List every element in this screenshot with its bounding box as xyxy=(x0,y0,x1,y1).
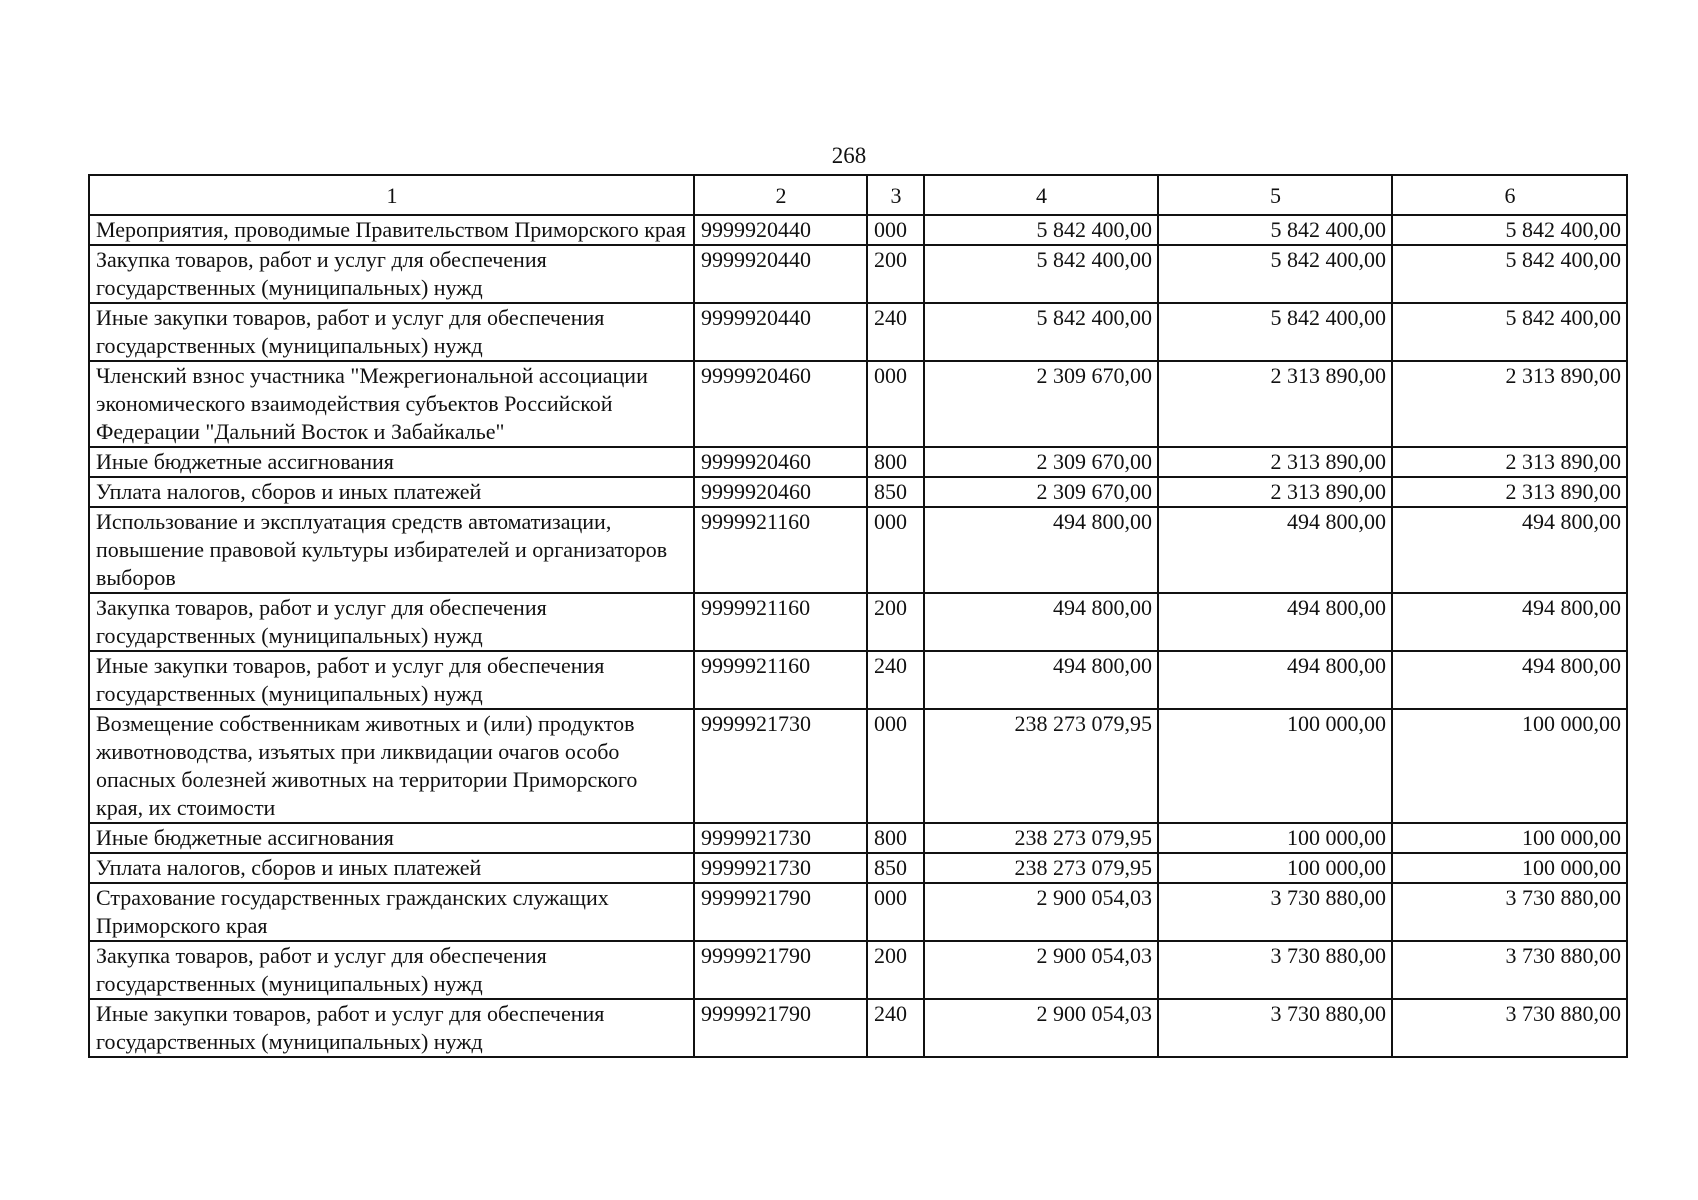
row-name: Закупка товаров, работ и услуг для обеспечения государственных (муниципальных) нужд xyxy=(89,245,694,303)
row-amount-4: 5 842 400,00 xyxy=(924,245,1158,303)
row-amount-4: 494 800,00 xyxy=(924,593,1158,651)
row-amount-5: 494 800,00 xyxy=(1158,651,1392,709)
column-header-2: 2 xyxy=(694,175,867,215)
row-type: 850 xyxy=(867,477,924,507)
row-name: Иные закупки товаров, работ и услуг для обеспечения государственных (муниципальных) нужд xyxy=(89,303,694,361)
table-row xyxy=(89,941,1627,999)
row-amount-5: 5 842 400,00 xyxy=(1158,215,1392,245)
row-amount-6: 494 800,00 xyxy=(1392,507,1627,593)
row-name: Членский взнос участника "Межрегиональной ассоциации экономического взаимодействия субъектов Российской Федерации "Дальний Восток и Забайкалье" xyxy=(89,361,694,447)
row-amount-4: 5 842 400,00 xyxy=(924,303,1158,361)
row-name: Уплата налогов, сборов и иных платежей xyxy=(89,477,694,507)
row-amount-5: 100 000,00 xyxy=(1158,853,1392,883)
row-type: 000 xyxy=(867,883,924,941)
table-row xyxy=(89,447,1627,477)
row-code: 9999920460 xyxy=(694,361,867,447)
row-amount-5: 2 313 890,00 xyxy=(1158,361,1392,447)
row-type: 200 xyxy=(867,593,924,651)
row-amount-5: 2 313 890,00 xyxy=(1158,447,1392,477)
table-row xyxy=(89,853,1627,883)
row-code: 9999920440 xyxy=(694,245,867,303)
row-amount-6: 3 730 880,00 xyxy=(1392,941,1627,999)
row-amount-4: 2 309 670,00 xyxy=(924,447,1158,477)
row-name: Закупка товаров, работ и услуг для обеспечения государственных (муниципальных) нужд xyxy=(89,941,694,999)
row-code: 9999921730 xyxy=(694,823,867,853)
column-header-4: 4 xyxy=(924,175,1158,215)
row-amount-5: 100 000,00 xyxy=(1158,709,1392,823)
table-row xyxy=(89,709,1627,823)
row-name: Иные бюджетные ассигнования xyxy=(89,447,694,477)
row-amount-6: 5 842 400,00 xyxy=(1392,245,1627,303)
row-code: 9999920440 xyxy=(694,215,867,245)
row-amount-6: 100 000,00 xyxy=(1392,709,1627,823)
row-amount-6: 494 800,00 xyxy=(1392,651,1627,709)
page-number: 268 xyxy=(831,143,867,168)
row-name: Возмещение собственникам животных и (или) продуктов животноводства, изъятых при ликвидации очагов особо опасных болезней животных на территории Приморского края, их стоимости xyxy=(89,709,694,823)
row-amount-6: 3 730 880,00 xyxy=(1392,883,1627,941)
row-code: 9999921160 xyxy=(694,507,867,593)
row-code: 9999920460 xyxy=(694,447,867,477)
row-amount-6: 100 000,00 xyxy=(1392,823,1627,853)
column-header-5: 5 xyxy=(1158,175,1392,215)
row-code: 9999921730 xyxy=(694,709,867,823)
table-header-row xyxy=(89,175,1627,215)
row-amount-4: 494 800,00 xyxy=(924,651,1158,709)
table-row xyxy=(89,477,1627,507)
row-name: Использование и эксплуатация средств автоматизации, повышение правовой культуры избирателей и организаторов выборов xyxy=(89,507,694,593)
row-amount-6: 5 842 400,00 xyxy=(1392,303,1627,361)
column-header-3: 3 xyxy=(867,175,924,215)
row-amount-4: 5 842 400,00 xyxy=(924,215,1158,245)
row-amount-5: 494 800,00 xyxy=(1158,593,1392,651)
row-amount-4: 2 900 054,03 xyxy=(924,883,1158,941)
row-type: 240 xyxy=(867,303,924,361)
row-code: 9999921160 xyxy=(694,651,867,709)
row-code: 9999921790 xyxy=(694,941,867,999)
row-amount-6: 3 730 880,00 xyxy=(1392,999,1627,1057)
column-header-6: 6 xyxy=(1392,175,1627,215)
row-name: Закупка товаров, работ и услуг для обеспечения государственных (муниципальных) нужд xyxy=(89,593,694,651)
row-type: 240 xyxy=(867,999,924,1057)
row-type: 850 xyxy=(867,853,924,883)
row-amount-5: 2 313 890,00 xyxy=(1158,477,1392,507)
row-amount-5: 3 730 880,00 xyxy=(1158,941,1392,999)
row-amount-4: 2 900 054,03 xyxy=(924,941,1158,999)
row-amount-5: 3 730 880,00 xyxy=(1158,999,1392,1057)
row-code: 9999921790 xyxy=(694,999,867,1057)
row-code: 9999920460 xyxy=(694,477,867,507)
column-header-1: 1 xyxy=(89,175,694,215)
row-amount-4: 2 900 054,03 xyxy=(924,999,1158,1057)
table-row xyxy=(89,361,1627,447)
row-name: Иные закупки товаров, работ и услуг для обеспечения государственных (муниципальных) нужд xyxy=(89,999,694,1057)
row-name: Страхование государственных гражданских служащих Приморского края xyxy=(89,883,694,941)
table-row xyxy=(89,823,1627,853)
row-amount-6: 2 313 890,00 xyxy=(1392,477,1627,507)
row-code: 9999920440 xyxy=(694,303,867,361)
row-name: Иные бюджетные ассигнования xyxy=(89,823,694,853)
row-amount-5: 3 730 880,00 xyxy=(1158,883,1392,941)
table-row xyxy=(89,245,1627,303)
table-row xyxy=(89,215,1627,245)
row-amount-6: 5 842 400,00 xyxy=(1392,215,1627,245)
table-row xyxy=(89,883,1627,941)
row-type: 240 xyxy=(867,651,924,709)
row-code: 9999921790 xyxy=(694,883,867,941)
row-amount-5: 494 800,00 xyxy=(1158,507,1392,593)
row-amount-5: 5 842 400,00 xyxy=(1158,245,1392,303)
table-row xyxy=(89,593,1627,651)
budget-table xyxy=(88,174,1628,1058)
row-amount-4: 2 309 670,00 xyxy=(924,361,1158,447)
row-type: 000 xyxy=(867,215,924,245)
row-code: 9999921730 xyxy=(694,853,867,883)
table-row xyxy=(89,651,1627,709)
row-name: Мероприятия, проводимые Правительством Приморского края xyxy=(89,215,694,245)
row-amount-6: 494 800,00 xyxy=(1392,593,1627,651)
row-type: 200 xyxy=(867,941,924,999)
row-amount-4: 238 273 079,95 xyxy=(924,853,1158,883)
row-type: 000 xyxy=(867,507,924,593)
row-amount-6: 2 313 890,00 xyxy=(1392,447,1627,477)
row-type: 000 xyxy=(867,709,924,823)
row-amount-4: 494 800,00 xyxy=(924,507,1158,593)
row-type: 800 xyxy=(867,447,924,477)
row-type: 200 xyxy=(867,245,924,303)
row-amount-6: 2 313 890,00 xyxy=(1392,361,1627,447)
row-name: Иные закупки товаров, работ и услуг для обеспечения государственных (муниципальных) нужд xyxy=(89,651,694,709)
row-amount-5: 100 000,00 xyxy=(1158,823,1392,853)
table-row xyxy=(89,303,1627,361)
row-amount-4: 2 309 670,00 xyxy=(924,477,1158,507)
row-amount-6: 100 000,00 xyxy=(1392,853,1627,883)
row-amount-4: 238 273 079,95 xyxy=(924,709,1158,823)
row-code: 9999921160 xyxy=(694,593,867,651)
row-name: Уплата налогов, сборов и иных платежей xyxy=(89,853,694,883)
table-row xyxy=(89,507,1627,593)
row-type: 000 xyxy=(867,361,924,447)
row-amount-4: 238 273 079,95 xyxy=(924,823,1158,853)
table-row xyxy=(89,999,1627,1057)
row-amount-5: 5 842 400,00 xyxy=(1158,303,1392,361)
row-type: 800 xyxy=(867,823,924,853)
